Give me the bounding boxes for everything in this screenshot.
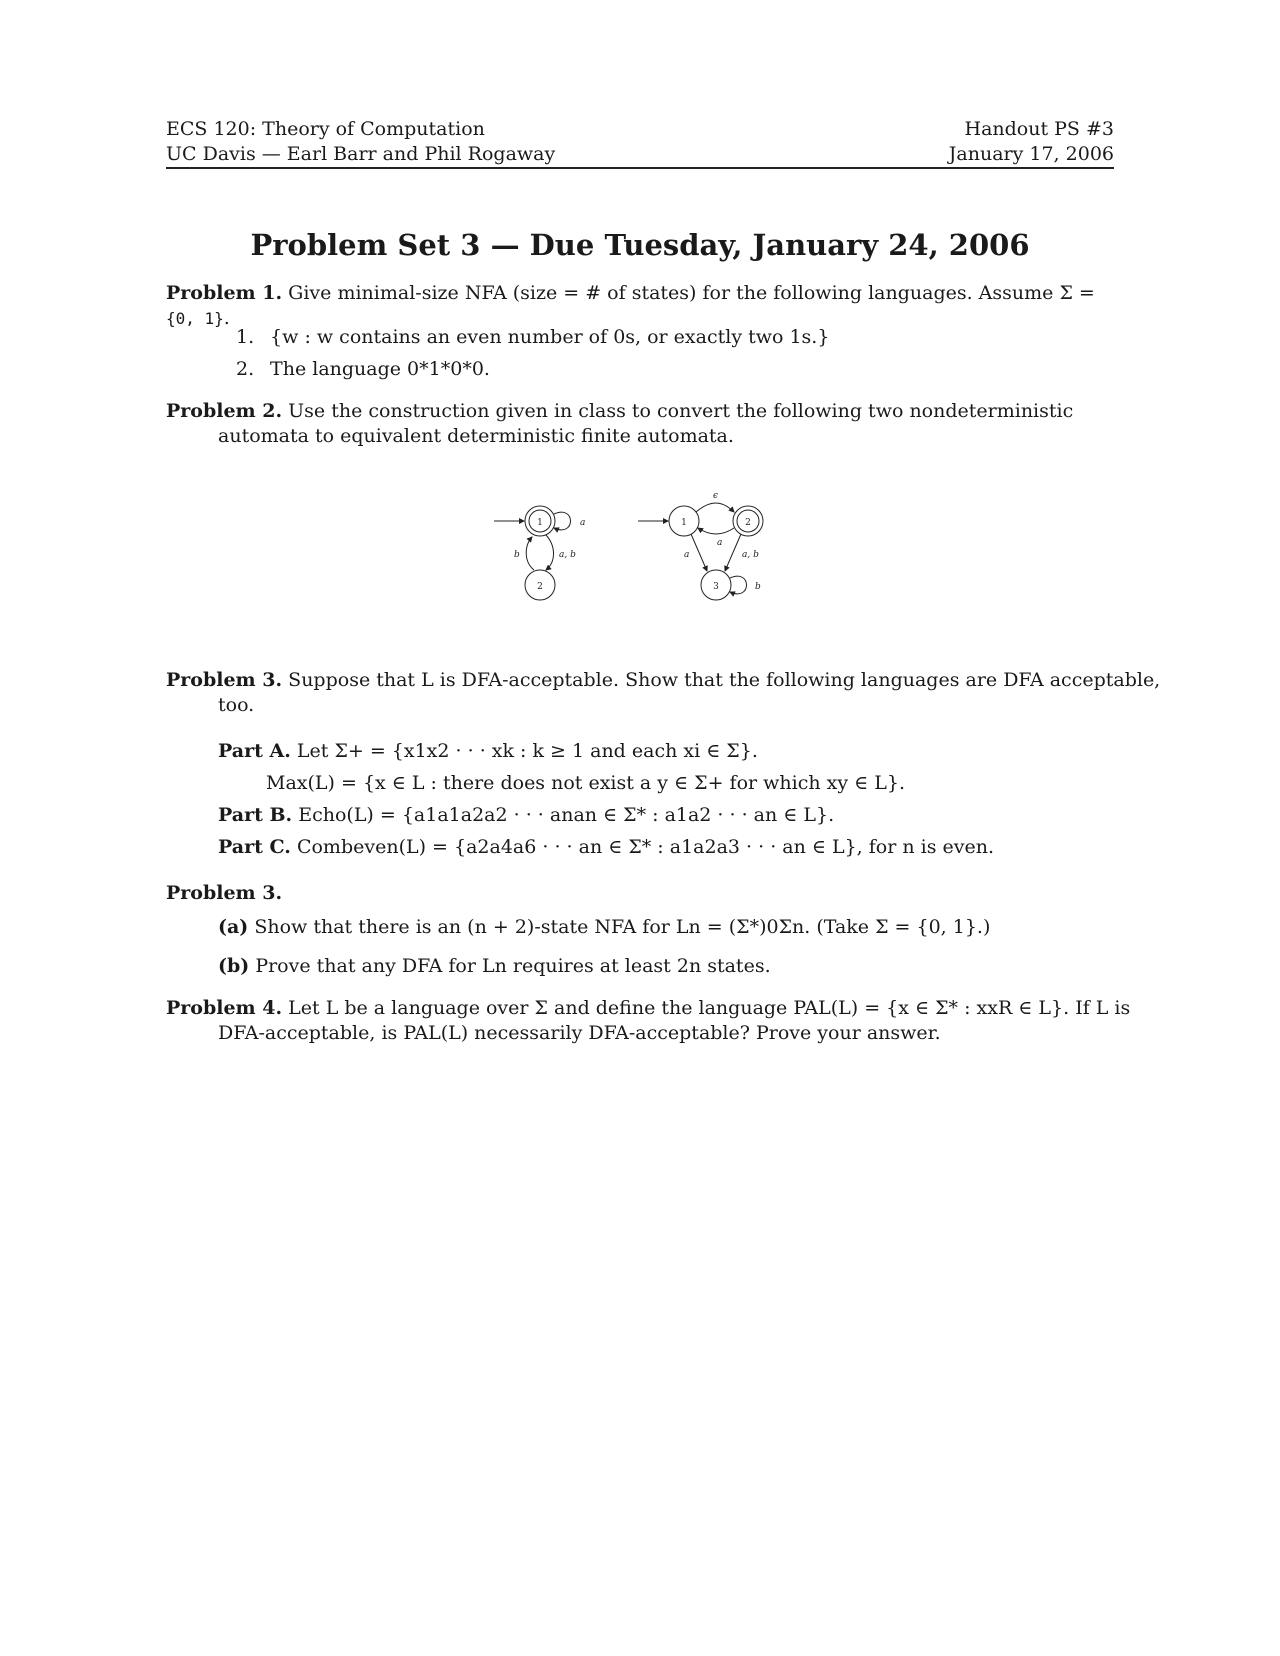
part-a [218,739,758,764]
problem-2-text: Use the construction given in class to convert the following two nondeterministic automata to equivalent deterministic finite automata. [218,400,1074,447]
part-b-text: Echo(L) = {a1a1a2a2 · · · anan ∈ Σ* : a1a2 · · · an ∈ L}. [298,804,835,826]
part-a-nfa-text: Show that there is an (n + 2)-state NFA for Ln = (Σ*)0Σn. (Take Σ = {0, 1}.) [254,916,991,938]
part-b [218,803,834,828]
nfa2-state-3-label: 3 [713,582,719,592]
handout-number: Handout PS #3 [964,118,1114,140]
item-number: 1. [236,326,255,348]
part-a-nfa-label: (a) [218,916,249,938]
part-c-text: Combeven(L) = {a2a4a6 · · · an ∈ Σ* : a1a2a3 · · · an ∈ L}, for n is even. [296,836,994,858]
page-title: Problem Set 3 — Due Tuesday, January 24, 2006 [250,228,1030,262]
nfa2-loop-label: b [755,582,761,592]
edge-2-to-1 [526,537,534,570]
problem-3-label: Problem 3. [166,669,283,691]
edge-2-to-3 [725,534,741,571]
part-b-label: Part B. [218,804,293,826]
nfa1-down-label: a, b [559,550,576,560]
part-a-nfa [218,915,990,940]
edge-1-to-3 [691,534,707,571]
item-text: The language 0*1*0*0. [270,358,490,380]
problem-1-text: Give minimal-size NFA (size = # of states) for the following languages. Assume Σ = [288,282,1095,304]
nfa2-a-left-label: a [684,550,690,560]
part-c [218,835,994,860]
problem-4-text: Let L be a language over Σ and define the language PAL(L) = {x ∈ Σ* : xxR ∈ L}. If L is DFA-acceptable, is PAL(L) necessarily DFA-acceptable? Prove your answer. [218,997,1131,1044]
problem-4-label: Problem 4. [166,997,283,1019]
problem-1-item [236,325,829,350]
header-rule [166,167,1114,169]
nfa1-up-label: b [514,550,520,560]
edge-2-to-1 [698,528,734,534]
part-a-label: Part A. [218,740,291,762]
nfa2-epsilon-label: ϵ [713,491,719,501]
item-text: {w : w contains an even number of 0s, or exactly two 1s.} [270,326,830,348]
part-b-dfa-label: (b) [218,955,250,977]
part-a-max: Max(L) = {x ∈ L : there does not exist a y ∈ Σ+ for which xy ∈ L}. [266,772,905,794]
nfa1-loop-label: a [580,518,586,528]
header-right [949,117,1114,167]
edge-epsilon [696,503,734,512]
nfa2-state-2-label: 2 [745,518,751,528]
problem-1 [166,281,1114,331]
problem-2 [166,399,1166,449]
part-a-text: Let Σ+ = {x1x2 · · · xk : k ≥ 1 and each xi ∈ Σ}. [296,740,758,762]
problem-4 [166,996,1166,1046]
problem-1-end: . [223,307,230,329]
loop-edge [730,576,747,594]
nfa1-state-2-label: 2 [537,582,543,592]
problem-3-text: Suppose that L is DFA-acceptable. Show that the following languages are DFA acceptable, too. [218,669,1161,716]
problem-3-second [166,881,1114,906]
problem-1-label: Problem 1. [166,282,283,304]
problem-1-item [236,357,490,382]
problem-2-label: Problem 2. [166,400,283,422]
nfa2-a-top-label: a [717,538,723,548]
problem-1-alphabet: {0, 1} [166,309,224,328]
edge-1-to-2 [546,535,554,570]
part-c-label: Part C. [218,836,291,858]
loop-edge [554,512,571,530]
nfa2-state-1-label: 1 [681,518,687,528]
problem-3b-label: Problem 3. [166,882,283,904]
header-left [166,117,555,167]
item-number: 2. [236,358,255,380]
nfa2-ab-right-label: a, b [742,550,759,560]
nfa-diagrams [480,468,800,608]
course-title: ECS 120: Theory of Computation [166,118,485,140]
part-b-dfa [218,954,771,979]
nfa1-state-1-label: 1 [537,518,543,528]
part-b-dfa-text: Prove that any DFA for Ln requires at least 2n states. [255,955,771,977]
instructors: UC Davis — Earl Barr and Phil Rogaway [166,143,556,165]
problem-3-first [166,668,1166,718]
handout-date: January 17, 2006 [948,143,1114,165]
